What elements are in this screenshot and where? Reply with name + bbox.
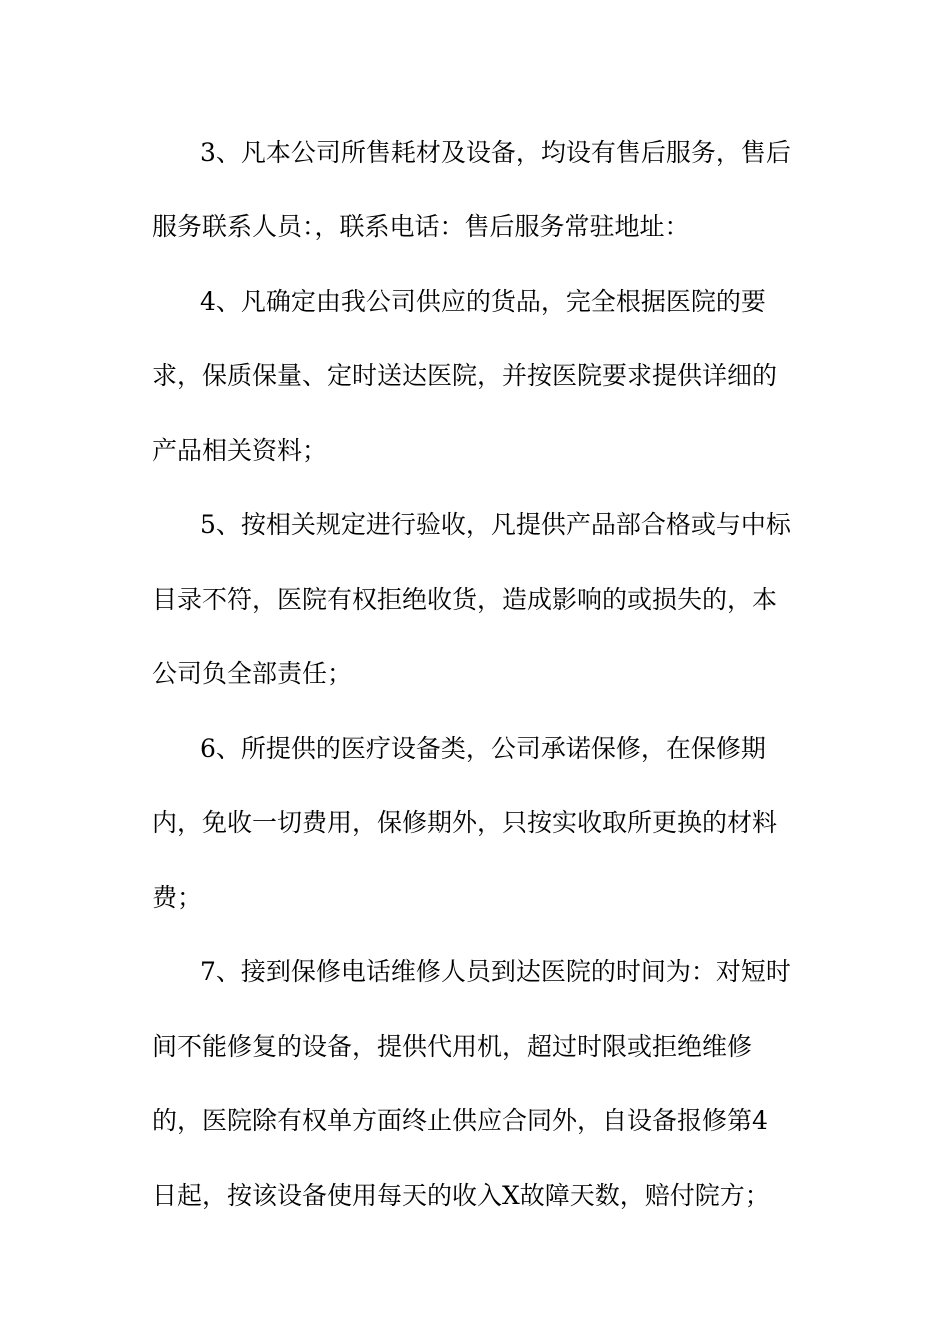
text-line: 服务联系人员：，联系电话：售后服务常驻地址： xyxy=(152,212,690,241)
text-line: 5、按相关规定进行验收，凡提供产品部合格或与中标 xyxy=(200,510,791,539)
text-line: 公司负全部责任； xyxy=(152,659,353,688)
text-line: 日起，按该设备使用每天的收入X故障天数，赔付院方； xyxy=(152,1181,770,1210)
text-line: 费； xyxy=(152,883,203,912)
text-line: 间不能修复的设备，提供代用机，超过时限或拒绝维修 xyxy=(152,1032,753,1061)
text-line: 的，医院除有权单方面终止供应合同外，自设备报修第4 xyxy=(152,1106,768,1135)
text-line: 内，免收一切费用，保修期外，只按实收取所更换的材料 xyxy=(152,808,778,837)
text-line: 目录不符，医院有权拒绝收货，造成影响的或损失的，本 xyxy=(152,585,778,614)
text-line: 7、接到保修电话维修人员到达医院的时间为：对短时 xyxy=(200,957,791,986)
text-line: 产品相关资料； xyxy=(152,436,328,465)
text-line: 求，保质保量、定时送达医院，并按医院要求提供详细的 xyxy=(152,361,778,390)
text-line: 3、凡本公司所售耗材及设备，均设有售后服务，售后 xyxy=(200,138,791,167)
text-line: 6、所提供的医疗设备类，公司承诺保修，在保修期 xyxy=(200,734,766,763)
text-line: 4、凡确定由我公司供应的货品，完全根据医院的要 xyxy=(200,287,766,316)
